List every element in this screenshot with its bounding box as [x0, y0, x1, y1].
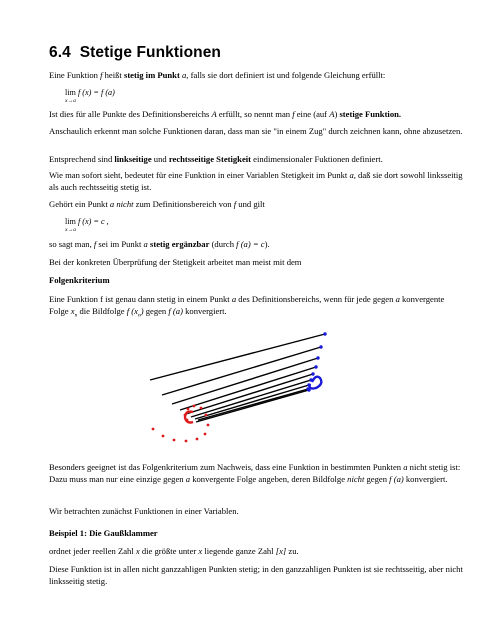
text: ordnet jeder reellen Zahl [49, 546, 136, 556]
paragraph-eine-variable: Wir betrachten zunächst Funktionen in einer Variablen. [49, 506, 239, 516]
text: liegende ganze Zahl [202, 546, 276, 556]
text: A [329, 109, 335, 119]
text: f [100, 70, 103, 80]
text: f (a) [168, 305, 183, 316]
text: sei im Punkt [96, 239, 144, 249]
formula-expression: f (x) = c , [75, 217, 109, 226]
sequence-point [196, 438, 199, 441]
text: zu. [286, 546, 299, 556]
text: die Bildfolge [77, 305, 127, 316]
text: a [179, 70, 187, 80]
paragraph-anschaulich: Anschaulich erkennt man solche Funktionen daran, dass man sie "in einem Zug" durch zeichnen kann, ohne abzusetzen. [49, 126, 463, 136]
limit-operator: lim [65, 88, 76, 97]
text: a [143, 239, 148, 249]
sequence-point [200, 407, 203, 410]
text: a [185, 473, 191, 484]
text: n [137, 312, 141, 319]
text: Entsprechend sind [49, 154, 115, 164]
text: linkseitige [114, 154, 152, 164]
text: eindimensionaler Fuktionen definiert. [251, 154, 383, 164]
text: ) [140, 305, 144, 316]
text: Besonders geeignet ist das Folgenkriterium zum Nachweis, dass eine Funktion in bestimmten Punkten [49, 462, 404, 472]
section-title-text: Stetige Funktionen [79, 44, 221, 61]
text: erfüllt, so nennt man [216, 109, 293, 119]
text: f [93, 239, 97, 249]
text: f [233, 199, 237, 209]
text: nicht [347, 473, 365, 484]
blue-dot-sequence [306, 332, 326, 391]
image-point [314, 365, 317, 368]
text: konvergente Folge [49, 294, 445, 316]
sequence-arrow-line [191, 380, 311, 417]
text: f (a) [389, 473, 404, 484]
text: und [151, 154, 169, 164]
text: stetig ergänzbar [147, 239, 210, 249]
text: konvergente Folge angeben, deren Bildfolge [190, 473, 348, 484]
section-number: 6.4 [49, 44, 71, 61]
sequence-point [185, 440, 188, 443]
text: ) [334, 109, 340, 119]
text: stetig im Punkt [123, 70, 180, 80]
text: Wie man sofort sieht, bedeutet für eine Funktion in einer Variablen Stetigkeit im Punkt [49, 170, 350, 180]
text: Gehört ein Punkt [49, 199, 110, 209]
sequence-point [152, 428, 155, 431]
text: f [292, 109, 295, 119]
text: a [403, 462, 408, 472]
text: konvergiert. [182, 305, 227, 316]
text: heißt [102, 70, 124, 80]
text: zum Definitionsbereich von [133, 199, 234, 209]
image-point [319, 345, 322, 348]
sequence-point [207, 424, 210, 427]
text: stetige Funktion. [339, 109, 402, 119]
text: f (x [126, 305, 138, 316]
image-point [311, 372, 314, 375]
text: konvergiert. [403, 473, 448, 484]
paragraph-stetigkeit-gauss: Diese Funktion ist in allen nicht ganzzahligen Punkten stetig; in den ganzzahligen Punkten ist sie rechtsseitig, aber nicht linksseitig stetig. [49, 564, 463, 586]
text: und gilt [236, 199, 265, 209]
text: x [135, 546, 140, 556]
text: so sagt man, [49, 239, 94, 249]
text: A [211, 109, 217, 119]
text: daß sie dort sowohl linksseitig als auch rechtsseitig stetig ist. [49, 170, 463, 192]
image-point [316, 356, 319, 359]
sequence-point [173, 439, 176, 442]
text: [x] [275, 546, 287, 556]
text: Eine Funktion f ist genau dann stetig in einem Punkt [49, 294, 232, 304]
sequence-point [162, 435, 165, 438]
heading-beispiel-1: Beispiel 1: Die Gaußklammer [49, 528, 158, 538]
limit-subscript: x→a [65, 227, 76, 233]
sequence-point [187, 408, 190, 411]
text: des Definitionsbereichs, wenn für jede gegen [236, 294, 396, 304]
limit-operator: lim [65, 217, 76, 226]
text: ). [264, 239, 270, 249]
sequence-point [205, 414, 208, 417]
sequence-point [204, 433, 207, 436]
text: die größte unter [139, 546, 199, 556]
heading-folgenkriterium: Folgenkriterium [49, 275, 110, 285]
text: Ist dies für alle Punkte des Definitionsbereichs [49, 109, 212, 119]
text: a [395, 294, 400, 304]
text: x [70, 305, 75, 316]
paragraph-gaussklammer [49, 546, 464, 558]
text: gegen [143, 305, 169, 316]
paragraph-unstetigkeit [49, 462, 464, 485]
image-point [323, 332, 326, 335]
formula-expression: f (x) = f (a) [75, 88, 115, 97]
text: rechtsseitige Stetigkeit [168, 154, 252, 164]
arrow-group [150, 334, 325, 422]
text: nicht stetig ist: Dazu muss man nur eine einzige gegen [49, 462, 461, 484]
sequence-arrow-line [195, 385, 309, 419]
text: x [198, 546, 203, 556]
text: , falls sie dort definiert ist und folgende Gleichung erfüllt: [186, 70, 386, 80]
text: a, [349, 170, 356, 180]
text: f (a) = c [236, 239, 265, 249]
text: n [74, 312, 78, 319]
text: Eine Funktion [49, 70, 101, 80]
sequence-arrow-line [172, 358, 318, 404]
text: eine (auf [294, 109, 330, 119]
limit-subscript: x→a [65, 98, 76, 104]
paragraph-ueberpruefung: Bei der konkreten Überprüfung der Stetigkeit arbeitet man meist mit dem [49, 257, 302, 267]
text: a nicht [109, 199, 134, 209]
text: (durch [209, 239, 237, 249]
text: a [231, 294, 237, 304]
sequence-point [193, 405, 196, 408]
text: gegen [364, 473, 390, 484]
